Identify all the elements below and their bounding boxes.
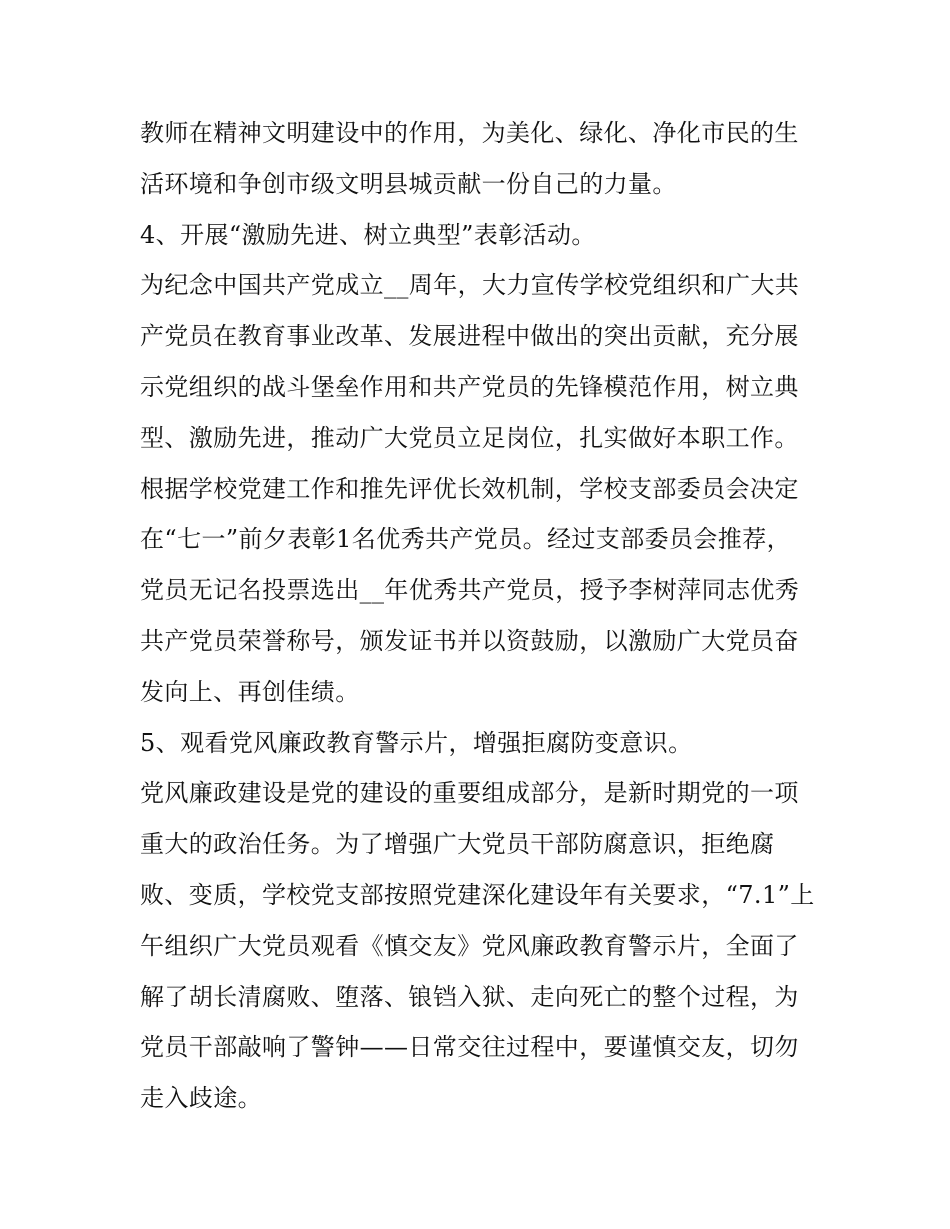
text-line: 解了胡长清腐败、堕落、锒铛入狱、走向死亡的整个过程，为 xyxy=(140,982,799,1011)
text-line: 共产党员荣誉称号，颁发证书并以资鼓励，以激励广大党员奋 xyxy=(140,626,799,655)
section-heading-5: 5、观看党风廉政教育警示片，增强拒腐防变意识。 xyxy=(140,728,693,757)
text-line: 为纪念中国共产党成立__周年，大力宣传学校党组织和广大共 xyxy=(140,271,800,300)
text-line: 党员无记名投票选出__年优秀共产党员，授予李树萍同志优秀 xyxy=(140,576,800,605)
text-line: 走入歧途。 xyxy=(140,1084,262,1113)
text-line: 发向上、再创佳绩。 xyxy=(140,677,360,706)
text-line: 活环境和争创市级文明县城贡献一份自己的力量。 xyxy=(140,169,677,198)
text-line: 党风廉政建设是党的建设的重要组成部分，是新时期党的一项 xyxy=(140,779,799,808)
text-line: 午组织广大党员观看《慎交友》党风廉政教育警示片，全面了 xyxy=(140,931,799,960)
document-body xyxy=(140,108,820,1124)
text-line: 党员干部敲响了警钟——日常交往过程中，要谨慎交友，切勿 xyxy=(140,1033,799,1062)
text-line: 型、激励先进，推动广大党员立足岗位，扎实做好本职工作。 xyxy=(140,423,799,452)
text-line: 在“七一”前夕表彰1名优秀共产党员。经过支部委员会推荐， xyxy=(140,525,792,554)
text-line: 重大的政治任务。为了增强广大党员干部防腐意识，拒绝腐 xyxy=(140,830,775,859)
text-line: 根据学校党建工作和推先评优长效机制，学校支部委员会决定 xyxy=(140,474,799,503)
section-heading-4: 4、开展“激励先进、树立典型”表彰活动。 xyxy=(140,220,596,249)
text-line: 示党组织的战斗堡垒作用和共产党员的先锋模范作用，树立典 xyxy=(140,372,799,401)
text-line: 败、变质，学校党支部按照党建深化建设年有关要求，“7.1”上 xyxy=(140,880,815,909)
text-line: 教师在精神文明建设中的作用，为美化、绿化、净化市民的生 xyxy=(140,119,799,147)
text-line: 产党员在教育事业改革、发展进程中做出的突出贡献，充分展 xyxy=(140,322,799,351)
